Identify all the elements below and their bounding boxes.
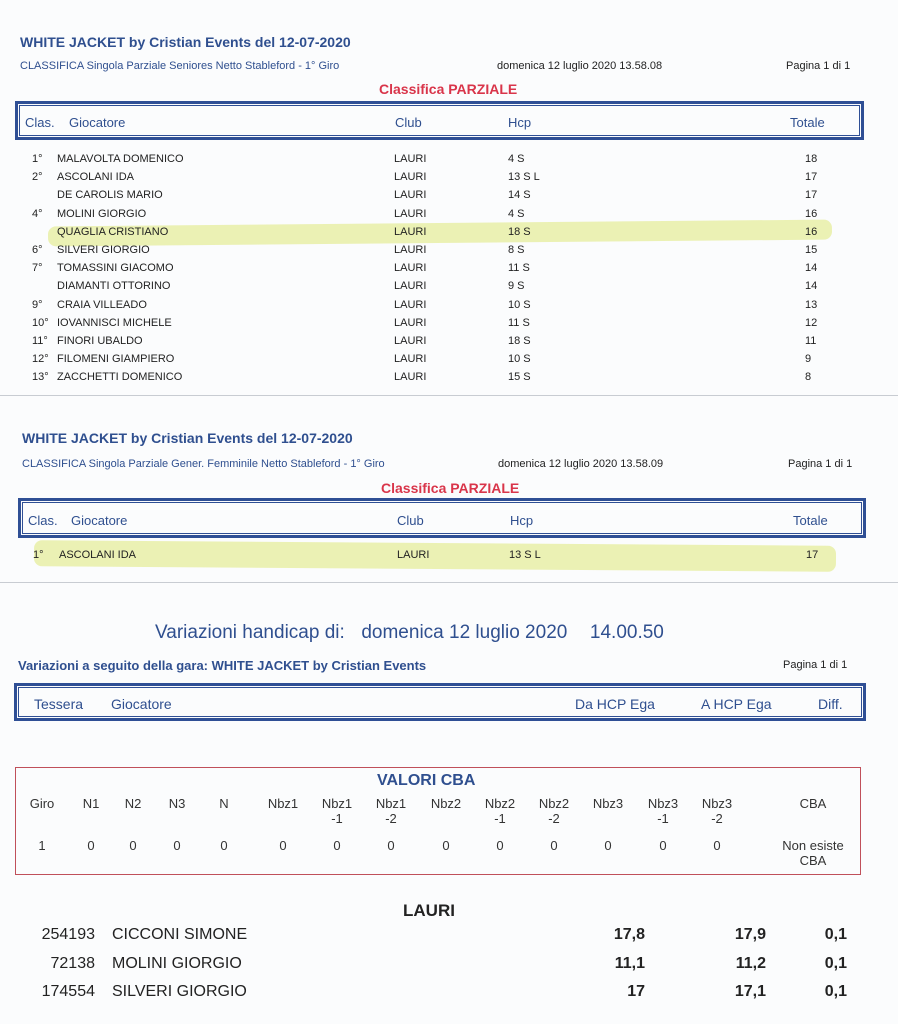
cba-value-line: CBA xyxy=(799,853,827,868)
cba-value-line: 0 xyxy=(604,838,612,853)
col-giocatore: Giocatore xyxy=(71,513,128,528)
row-player: IOVANNISCI MICHELE xyxy=(57,316,172,329)
row-club: LAURI xyxy=(394,171,427,184)
row-position: 6° xyxy=(32,244,43,256)
row-diff: 0,1 xyxy=(824,983,847,1000)
row-total: 13 xyxy=(805,298,818,311)
row-hcp: 10 S xyxy=(508,353,531,366)
row-total: 12 xyxy=(805,316,818,329)
row-position: 2° xyxy=(32,171,43,184)
row-club: LAURI xyxy=(394,371,427,384)
row-position: 1° xyxy=(33,549,44,561)
row-total: 16 xyxy=(805,225,818,238)
row-position: 13° xyxy=(32,371,49,384)
cba-value-line: 0 xyxy=(279,838,287,853)
row-player: SILVERI GIORGIO xyxy=(112,983,247,1000)
row-club: LAURI xyxy=(394,189,427,202)
row-total: 8 xyxy=(805,371,812,384)
col-giocatore: Giocatore xyxy=(69,115,126,130)
cba-value-line: 0 xyxy=(129,838,137,853)
row-player: TOMASSINI GIACOMO xyxy=(57,262,174,275)
row-hcp: 9 S xyxy=(508,280,525,293)
table-row xyxy=(0,171,898,189)
cba-header-line: Nbz3 xyxy=(592,796,624,811)
row-a-hcp: 17,1 xyxy=(734,983,766,1000)
row-position: 1° xyxy=(32,153,43,165)
cba-value-line: 0 xyxy=(496,838,504,853)
row-total: 11 xyxy=(805,335,817,347)
row-tessera: 174554 xyxy=(41,983,95,1000)
row-player: DIAMANTI OTTORINO xyxy=(57,280,171,293)
table-row xyxy=(0,549,898,567)
report-title: WHITE JACKET by Cristian Events del 12-07-2020 xyxy=(22,430,353,446)
row-player: QUAGLIA CRISTIANO xyxy=(57,225,169,238)
table-row xyxy=(0,983,898,1005)
row-hcp: 18 S xyxy=(508,225,531,238)
row-club: LAURI xyxy=(394,225,427,238)
row-position: 9° xyxy=(32,298,43,311)
report-datetime: domenica 12 luglio 2020 13.58.08 xyxy=(497,60,663,72)
col-a-hcp: A HCP Ega xyxy=(701,696,772,712)
row-hcp: 18 S xyxy=(508,335,531,347)
col-hcp: Hcp xyxy=(508,115,532,130)
row-position: 4° xyxy=(32,207,43,220)
row-hcp: 10 S xyxy=(508,298,531,311)
col-totale: Totale xyxy=(790,115,825,130)
row-hcp: 15 S xyxy=(508,371,531,384)
row-player: ASCOLANI IDA xyxy=(57,171,135,184)
report-subtitle: CLASSIFICA Singola Parziale Seniores Netto Stableford - 1° Giro xyxy=(20,60,340,72)
row-a-hcp: 17,9 xyxy=(734,926,766,943)
col-tessera: Tessera xyxy=(34,696,84,712)
row-hcp: 8 S xyxy=(508,244,525,256)
row-total: 14 xyxy=(805,280,818,293)
col-clas: Clas. xyxy=(28,513,58,528)
cba-value-line: 0 xyxy=(550,838,558,853)
club-heading: LAURI xyxy=(403,901,455,920)
row-hcp: 4 S xyxy=(508,153,525,165)
table-header xyxy=(15,101,864,140)
page-separator xyxy=(0,582,898,583)
row-total: 14 xyxy=(805,262,818,275)
cba-value xyxy=(672,838,762,853)
row-player: SILVERI GIORGIO xyxy=(57,244,150,256)
row-total: 18 xyxy=(805,153,818,165)
cba-header-line: CBA xyxy=(799,796,827,811)
row-club: LAURI xyxy=(394,153,427,165)
col-club: Club xyxy=(395,115,422,130)
report-datetime: domenica 12 luglio 2020 13.58.09 xyxy=(498,458,664,470)
row-club: LAURI xyxy=(394,262,427,275)
row-diff: 0,1 xyxy=(824,926,847,943)
cba-header xyxy=(677,796,757,826)
cba-header-line: -2 xyxy=(385,811,397,826)
cba-value-line: 0 xyxy=(442,838,450,853)
cba-header-line: Nbz1 xyxy=(267,796,299,811)
cba-header-line: Nbz3 xyxy=(647,796,679,811)
cba-header-line: N2 xyxy=(124,796,142,811)
row-total: 17 xyxy=(805,189,818,202)
page-indicator: Pagina 1 di 1 xyxy=(783,659,848,671)
row-hcp: 11 S xyxy=(508,316,530,329)
row-hcp: 14 S xyxy=(508,189,531,202)
row-a-hcp: 11,2 xyxy=(735,954,766,972)
col-da-hcp: Da HCP Ega xyxy=(575,696,655,712)
row-da-hcp: 11,1 xyxy=(614,954,645,972)
row-tessera: 254193 xyxy=(41,926,95,943)
col-clas: Clas. xyxy=(25,115,55,130)
table-header xyxy=(14,683,866,721)
table-row xyxy=(0,226,898,244)
table-row xyxy=(0,189,898,207)
report-subtitle: CLASSIFICA Singola Parziale Gener. Femminile Netto Stableford - 1° Giro xyxy=(22,458,385,470)
table-header xyxy=(18,498,866,538)
cba-value-line: Non esiste xyxy=(782,838,844,853)
row-club: LAURI xyxy=(394,316,427,329)
cba-value-line: 0 xyxy=(387,838,395,853)
row-player: ASCOLANI IDA xyxy=(59,549,137,561)
cba-value-line: 1 xyxy=(38,838,46,853)
cba-header-line: -2 xyxy=(548,811,560,826)
table-row xyxy=(0,244,898,262)
classifica-heading: Classifica PARZIALE xyxy=(379,81,518,97)
page-separator xyxy=(0,395,898,396)
cba-value-line: 0 xyxy=(713,838,721,853)
cba-header-line: Nbz1 xyxy=(375,796,407,811)
col-giocatore: Giocatore xyxy=(111,696,172,712)
col-hcp: Hcp xyxy=(510,513,534,528)
col-totale: Totale xyxy=(793,513,828,528)
heading-time: 14.00.50 xyxy=(589,622,664,643)
row-total: 16 xyxy=(805,207,818,220)
row-player: DE CAROLIS MARIO xyxy=(57,189,163,202)
row-total: 17 xyxy=(806,549,819,561)
cba-title: VALORI CBA xyxy=(377,772,476,789)
table-row xyxy=(0,208,898,226)
col-diff: Diff. xyxy=(818,696,843,712)
row-hcp: 13 S L xyxy=(508,171,540,184)
row-position: 11° xyxy=(32,335,48,347)
row-total: 15 xyxy=(805,244,818,256)
cba-header-line: Nbz3 xyxy=(701,796,733,811)
page-indicator: Pagina 1 di 1 xyxy=(788,458,853,470)
table-row xyxy=(0,371,898,389)
row-position: 7° xyxy=(32,262,43,275)
row-hcp: 4 S xyxy=(508,207,525,220)
cba-header-line: -2 xyxy=(711,811,723,826)
table-row xyxy=(0,335,898,353)
classifica-heading: Classifica PARZIALE xyxy=(381,480,520,496)
row-club: LAURI xyxy=(394,335,427,347)
row-da-hcp: 17 xyxy=(627,983,645,1000)
cba-header-line: -1 xyxy=(331,811,343,826)
row-player: FILOMENI GIAMPIERO xyxy=(57,353,175,366)
row-player: MOLINI GIORGIO xyxy=(112,954,242,972)
row-da-hcp: 17,8 xyxy=(613,926,645,943)
cba-header xyxy=(773,796,853,811)
table-row xyxy=(0,280,898,298)
row-player: ZACCHETTI DOMENICO xyxy=(57,371,183,384)
row-club: LAURI xyxy=(394,353,427,366)
cba-header-line: -1 xyxy=(494,811,506,826)
page-indicator: Pagina 1 di 1 xyxy=(786,60,851,72)
row-club: LAURI xyxy=(394,244,427,256)
variazioni-subtitle: Variazioni a seguito della gara: WHITE JACKET by Cristian Events xyxy=(18,658,427,673)
cba-header-line: N xyxy=(219,796,229,811)
row-player: CRAIA VILLEADO xyxy=(57,298,147,311)
table-row xyxy=(0,299,898,317)
row-tessera: 72138 xyxy=(50,954,95,972)
col-club: Club xyxy=(397,513,424,528)
report-title: WHITE JACKET by Cristian Events del 12-07-2020 xyxy=(20,34,351,50)
row-total: 9 xyxy=(805,353,812,366)
cba-header-line: -1 xyxy=(657,811,669,826)
row-position: 12° xyxy=(32,353,49,366)
row-hcp: 11 S xyxy=(508,262,530,275)
row-club: LAURI xyxy=(394,280,427,293)
row-total: 17 xyxy=(805,171,818,184)
row-club: LAURI xyxy=(394,298,427,311)
row-player: MALAVOLTA DOMENICO xyxy=(57,153,184,165)
cba-header-line: N3 xyxy=(168,796,186,811)
table-row xyxy=(0,262,898,280)
cba-header-line: Nbz2 xyxy=(538,796,570,811)
table-row xyxy=(0,153,898,171)
row-position: 10° xyxy=(32,316,49,329)
cba-value-line: 0 xyxy=(87,838,95,853)
cba-header-line: Nbz2 xyxy=(430,796,462,811)
heading-date: domenica 12 luglio 2020 xyxy=(361,622,568,643)
table-row xyxy=(0,317,898,335)
row-player: CICCONI SIMONE xyxy=(112,926,248,943)
row-hcp: 13 S L xyxy=(509,549,541,561)
cba-value xyxy=(768,838,858,868)
table-row xyxy=(0,926,898,948)
row-club: LAURI xyxy=(394,207,427,220)
cba-header-line: Nbz2 xyxy=(484,796,516,811)
variazioni-heading xyxy=(155,622,664,644)
table-row xyxy=(0,353,898,371)
cba-header-line: Giro xyxy=(29,796,55,811)
row-diff: 0,1 xyxy=(824,954,847,972)
heading-prefix: Variazioni handicap di: xyxy=(155,622,345,643)
cba-header-line: Nbz1 xyxy=(321,796,353,811)
row-player: FINORI UBALDO xyxy=(57,335,143,347)
cba-value-line: 0 xyxy=(333,838,341,853)
cba-value-line: 0 xyxy=(173,838,181,853)
cba-value-line: 0 xyxy=(220,838,228,853)
row-club: LAURI xyxy=(397,549,430,561)
cba-value-line: 0 xyxy=(659,838,667,853)
table-row xyxy=(0,955,898,977)
row-player: MOLINI GIORGIO xyxy=(57,207,147,220)
cba-header-line: N1 xyxy=(82,796,100,811)
